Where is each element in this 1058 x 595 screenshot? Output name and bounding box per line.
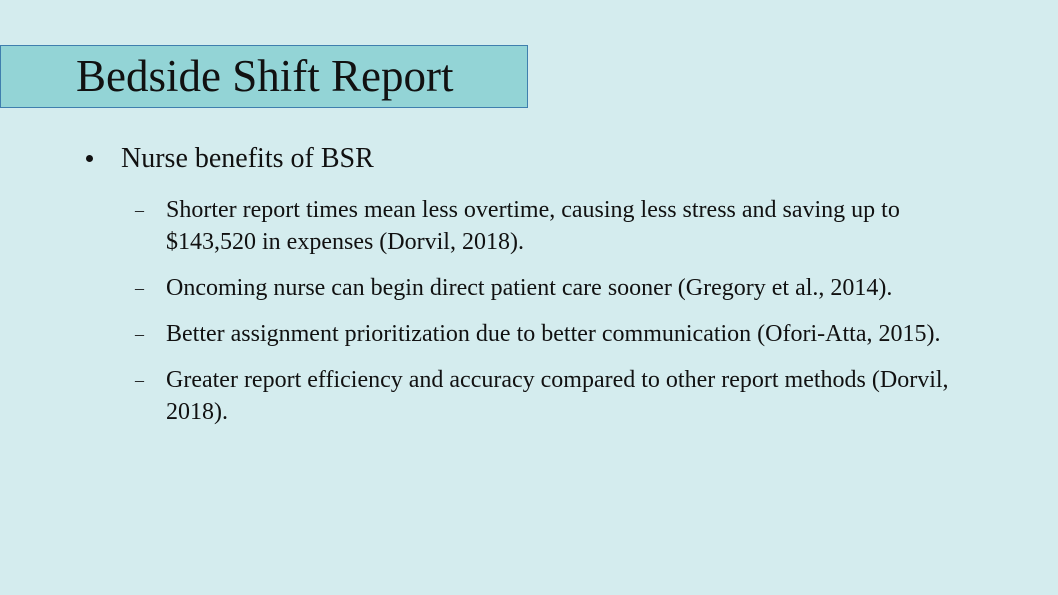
dash-bullet-icon: –	[135, 200, 144, 220]
sub-bullet-item	[132, 318, 992, 350]
dash-bullet-icon: –	[135, 324, 144, 344]
sub-bullet-item	[132, 364, 992, 428]
title-banner	[0, 45, 528, 108]
sub-bullet-text: Greater report efficiency and accuracy compared to other report methods (Dorvil, 2018).	[166, 367, 949, 425]
dash-bullet-icon: –	[135, 370, 144, 390]
sub-bullet-item	[132, 272, 992, 304]
sub-bullet-text: Better assignment prioritization due to better communication (Ofori-Atta, 2015).	[166, 321, 941, 347]
sub-bullet-text: Shorter report times mean less overtime, causing less stress and saving up to $143,520 in expenses (Dorvil, 2018).	[166, 197, 900, 255]
sub-bullet-text: Oncoming nurse can begin direct patient care sooner (Gregory et al., 2014).	[166, 275, 893, 301]
dash-bullet-icon: –	[135, 278, 144, 298]
sub-bullet-item	[132, 194, 992, 258]
slide-title: Bedside Shift Report	[76, 51, 454, 101]
main-bullet-text: Nurse benefits of BSR	[121, 143, 374, 174]
bullet-dot-icon	[86, 155, 93, 162]
sub-bullet-list	[132, 194, 992, 442]
